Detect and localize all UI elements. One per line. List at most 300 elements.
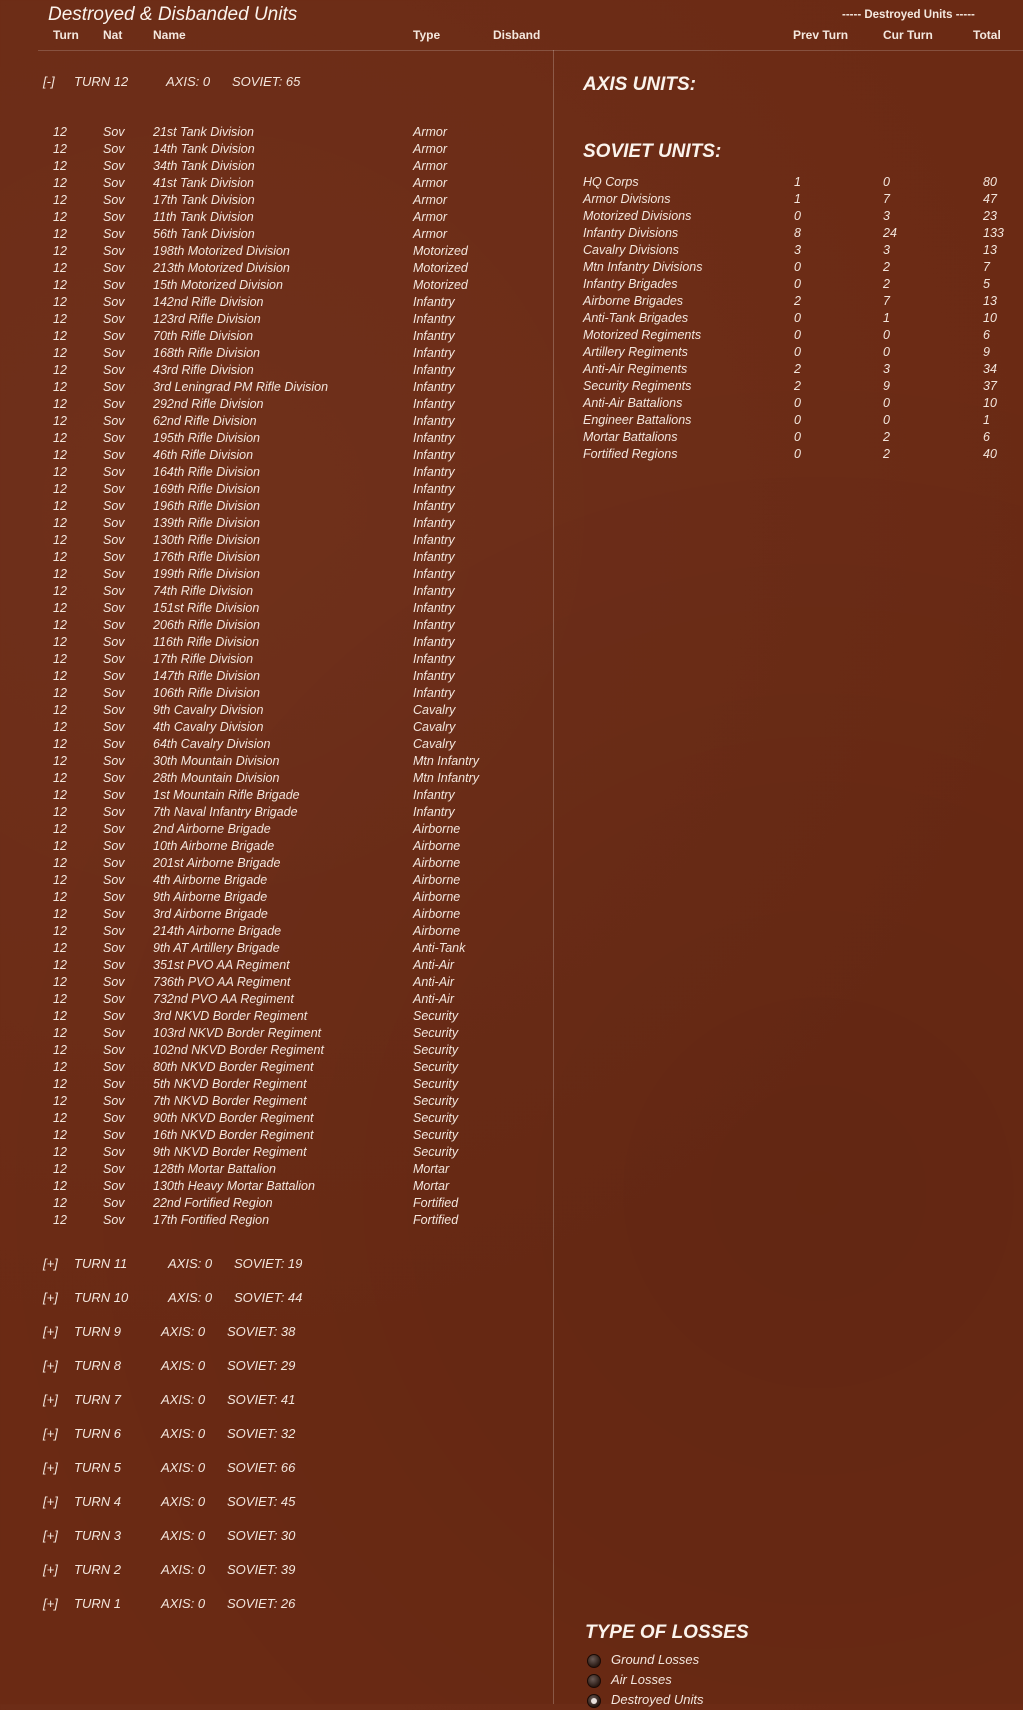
unit-row (53, 652, 533, 669)
turn-label: TURN 7 (74, 1392, 121, 1407)
unit-name: 151st Rifle Division (153, 601, 260, 615)
stat-category: Cavalry Divisions (583, 243, 679, 257)
stat-total: 40 (983, 447, 997, 461)
unit-type: Infantry (413, 431, 455, 445)
stat-row (583, 260, 1013, 277)
unit-row (53, 431, 533, 448)
unit-type: Security (413, 1128, 459, 1142)
unit-name: 2nd Airborne Brigade (153, 822, 271, 836)
unit-type: Infantry (413, 533, 455, 547)
unit-nat: Sov (103, 686, 125, 700)
unit-name: 130th Heavy Mortar Battalion (153, 1179, 315, 1193)
unit-row (53, 244, 533, 261)
stat-total: 34 (983, 362, 997, 376)
unit-type: Mtn Infantry (413, 754, 479, 768)
soviet-count: SOVIET: 44 (234, 1290, 303, 1305)
col-header-total: Total (973, 28, 1001, 42)
unit-turn: 12 (53, 329, 67, 343)
unit-type: Airborne (413, 873, 461, 887)
expand-toggle[interactable]: [+] (43, 1426, 58, 1441)
unit-row (53, 737, 533, 754)
unit-turn: 12 (53, 805, 67, 819)
soviet-count: SOVIET: 29 (227, 1358, 296, 1373)
unit-nat: Sov (103, 907, 125, 921)
unit-type: Airborne (413, 924, 461, 938)
unit-name: 214th Airborne Brigade (153, 924, 282, 938)
stat-total: 6 (983, 430, 990, 444)
unit-turn: 12 (53, 1162, 67, 1176)
unit-name: 56th Tank Division (153, 227, 255, 241)
axis-units-heading: AXIS UNITS: (583, 74, 696, 95)
stat-row (583, 345, 1013, 362)
stat-total: 37 (983, 379, 997, 393)
unit-type: Security (413, 1111, 459, 1125)
stat-total: 7 (983, 260, 990, 274)
unit-nat: Sov (103, 788, 125, 802)
unit-turn: 12 (53, 142, 67, 156)
unit-name: 30th Mountain Division (153, 754, 280, 768)
unit-name: 142nd Rifle Division (153, 295, 264, 309)
unit-turn: 12 (53, 941, 67, 955)
stat-prev-turn: 1 (794, 192, 801, 206)
unit-turn: 12 (53, 652, 67, 666)
stat-cur-turn: 2 (883, 277, 890, 291)
unit-row (53, 907, 533, 924)
expand-toggle[interactable]: [+] (43, 1324, 58, 1339)
stat-cur-turn: 0 (883, 396, 890, 410)
unit-nat: Sov (103, 1179, 125, 1193)
unit-row (53, 465, 533, 482)
unit-nat: Sov (103, 754, 125, 768)
axis-count: AXIS: 0 (161, 1528, 206, 1543)
col-header-turn: Turn (53, 28, 79, 42)
axis-count: AXIS: 0 (161, 1426, 206, 1441)
axis-count: AXIS: 0 (161, 1358, 206, 1373)
unit-turn: 12 (53, 771, 67, 785)
unit-nat: Sov (103, 431, 125, 445)
unit-row (53, 159, 533, 176)
unit-name: 64th Cavalry Division (153, 737, 271, 751)
destroyed-units-header: ----- Destroyed Units ----- (842, 9, 975, 21)
unit-nat: Sov (103, 975, 125, 989)
stat-category: Anti-Tank Brigades (583, 311, 689, 325)
unit-turn: 12 (53, 873, 67, 887)
unit-row (53, 992, 533, 1009)
unit-nat: Sov (103, 329, 125, 343)
unit-row (53, 142, 533, 159)
stat-prev-turn: 0 (794, 430, 801, 444)
soviet-count: SOVIET: 65 (232, 74, 301, 89)
stat-row (583, 294, 1013, 311)
unit-name: 201st Airborne Brigade (153, 856, 281, 870)
unit-name: 213th Motorized Division (153, 261, 290, 275)
unit-turn: 12 (53, 159, 67, 173)
unit-nat: Sov (103, 703, 125, 717)
unit-row (53, 210, 533, 227)
stat-prev-turn: 2 (794, 294, 801, 308)
unit-name: 17th Rifle Division (153, 652, 254, 666)
unit-type: Motorized (413, 244, 468, 258)
turn-label: TURN 4 (74, 1494, 121, 1509)
unit-row (53, 975, 533, 992)
unit-name: 28th Mountain Division (153, 771, 280, 785)
unit-type: Infantry (413, 448, 455, 462)
unit-nat: Sov (103, 1009, 125, 1023)
stat-prev-turn: 2 (794, 362, 801, 376)
unit-name: 292nd Rifle Division (153, 397, 264, 411)
unit-name: 9th Airborne Brigade (153, 890, 268, 904)
unit-row (53, 618, 533, 635)
unit-name: 21st Tank Division (153, 125, 254, 139)
unit-turn: 12 (53, 227, 67, 241)
stat-row (583, 311, 1013, 328)
stat-category: Infantry Brigades (583, 277, 678, 291)
losses-option-label[interactable]: Ground Losses (611, 1652, 700, 1667)
unit-turn: 12 (53, 1094, 67, 1108)
unit-turn: 12 (53, 499, 67, 513)
unit-nat: Sov (103, 1196, 125, 1210)
stat-category: Armor Divisions (583, 192, 671, 206)
collapse-toggle[interactable]: [-] (43, 74, 55, 89)
unit-nat: Sov (103, 839, 125, 853)
unit-type: Infantry (413, 499, 455, 513)
soviet-count: SOVIET: 19 (234, 1256, 303, 1271)
unit-nat: Sov (103, 1060, 125, 1074)
stat-cur-turn: 1 (883, 311, 890, 325)
unit-nat: Sov (103, 448, 125, 462)
stat-total: 80 (983, 175, 997, 189)
stat-row (583, 379, 1013, 396)
unit-nat: Sov (103, 856, 125, 870)
turn-label: TURN 1 (74, 1596, 121, 1611)
unit-turn: 12 (53, 448, 67, 462)
expand-toggle[interactable]: [+] (43, 1460, 58, 1475)
unit-nat: Sov (103, 805, 125, 819)
stat-total: 9 (983, 345, 990, 359)
unit-type: Armor (413, 227, 448, 241)
unit-nat: Sov (103, 550, 125, 564)
unit-row (53, 890, 533, 907)
soviet-count: SOVIET: 26 (227, 1596, 296, 1611)
unit-type: Infantry (413, 295, 455, 309)
unit-type: Infantry (413, 601, 455, 615)
turn-label: TURN 6 (74, 1426, 121, 1441)
stat-category: Artillery Regiments (583, 345, 688, 359)
unit-row (53, 873, 533, 890)
expand-toggle[interactable]: [+] (43, 1256, 58, 1271)
stat-row (583, 192, 1013, 209)
unit-name: 128th Mortar Battalion (153, 1162, 276, 1176)
stat-prev-turn: 0 (794, 311, 801, 325)
unit-name: 199th Rifle Division (153, 567, 260, 581)
stat-cur-turn: 3 (883, 362, 890, 376)
expand-toggle[interactable]: [+] (43, 1494, 58, 1509)
unit-type: Infantry (413, 312, 455, 326)
axis-count: AXIS: 0 (161, 1562, 206, 1577)
unit-nat: Sov (103, 1111, 125, 1125)
unit-type: Airborne (413, 856, 461, 870)
radio-button-icon[interactable] (587, 1654, 601, 1668)
soviet-count: SOVIET: 39 (227, 1562, 296, 1577)
unit-row (53, 1043, 533, 1060)
stat-prev-turn: 0 (794, 345, 801, 359)
unit-row (53, 193, 533, 210)
stat-category: Motorized Divisions (583, 209, 692, 223)
unit-row (53, 686, 533, 703)
unit-type: Infantry (413, 669, 455, 683)
unit-turn: 12 (53, 1196, 67, 1210)
unit-nat: Sov (103, 924, 125, 938)
stat-cur-turn: 9 (883, 379, 890, 393)
stat-prev-turn: 1 (794, 175, 801, 189)
unit-name: 22nd Fortified Region (153, 1196, 273, 1210)
unit-turn: 12 (53, 1111, 67, 1125)
unit-name: 17th Tank Division (153, 193, 255, 207)
axis-count: AXIS: 0 (166, 74, 211, 89)
unit-nat: Sov (103, 652, 125, 666)
unit-type: Armor (413, 193, 448, 207)
unit-type: Cavalry (413, 703, 456, 717)
unit-row (53, 363, 533, 380)
unit-name: 116th Rifle Division (153, 635, 260, 649)
radio-button-icon[interactable] (587, 1674, 601, 1688)
expand-toggle[interactable]: [+] (43, 1358, 58, 1373)
unit-turn: 12 (53, 1179, 67, 1193)
unit-name: 3rd NKVD Border Regiment (153, 1009, 308, 1023)
turn-label: TURN 10 (74, 1290, 129, 1305)
unit-turn: 12 (53, 1128, 67, 1142)
unit-name: 176th Rifle Division (153, 550, 260, 564)
stat-total: 5 (983, 277, 990, 291)
unit-type: Security (413, 1043, 459, 1057)
unit-turn: 12 (53, 516, 67, 530)
stat-cur-turn: 3 (883, 243, 890, 257)
col-header-disband: Disband (493, 28, 541, 42)
unit-row (53, 941, 533, 958)
unit-nat: Sov (103, 482, 125, 496)
unit-name: 14th Tank Division (153, 142, 255, 156)
unit-nat: Sov (103, 941, 125, 955)
unit-name: 43rd Rifle Division (153, 363, 254, 377)
unit-nat: Sov (103, 618, 125, 632)
axis-count: AXIS: 0 (168, 1290, 213, 1305)
unit-turn: 12 (53, 465, 67, 479)
col-header-type: Type (413, 28, 441, 42)
stat-category: Motorized Regiments (583, 328, 702, 342)
expand-toggle[interactable]: [+] (43, 1562, 58, 1577)
unit-row (53, 312, 533, 329)
unit-type: Anti-Air (413, 975, 454, 989)
unit-turn: 12 (53, 1026, 67, 1040)
unit-name: 9th Cavalry Division (153, 703, 264, 717)
unit-nat: Sov (103, 397, 125, 411)
unit-nat: Sov (103, 363, 125, 377)
stat-category: Security Regiments (583, 379, 692, 393)
unit-row (53, 482, 533, 499)
unit-nat: Sov (103, 261, 125, 275)
unit-turn: 12 (53, 788, 67, 802)
unit-type: Security (413, 1026, 459, 1040)
expand-toggle[interactable]: [+] (43, 1392, 58, 1407)
unit-row (53, 533, 533, 550)
radio-button-icon[interactable] (587, 1694, 601, 1708)
unit-turn: 12 (53, 975, 67, 989)
stat-prev-turn: 0 (794, 328, 801, 342)
unit-type: Security (413, 1145, 459, 1159)
unit-name: 3rd Leningrad PM Rifle Division (153, 380, 329, 394)
unit-type: Infantry (413, 567, 455, 581)
unit-type: Airborne (413, 839, 461, 853)
unit-type: Security (413, 1077, 459, 1091)
axis-count: AXIS: 0 (161, 1460, 206, 1475)
axis-count: AXIS: 0 (161, 1324, 206, 1339)
stat-cur-turn: 0 (883, 328, 890, 342)
stat-cur-turn: 0 (883, 175, 890, 189)
destroyed-unit-list (53, 125, 533, 1230)
stat-total: 13 (983, 243, 997, 257)
unit-turn: 12 (53, 958, 67, 972)
unit-name: 7th NKVD Border Regiment (153, 1094, 307, 1108)
unit-turn: 12 (53, 890, 67, 904)
unit-type: Anti-Air (413, 992, 454, 1006)
unit-type: Armor (413, 125, 448, 139)
unit-row (53, 125, 533, 142)
soviet-count: SOVIET: 45 (227, 1494, 296, 1509)
unit-type: Infantry (413, 363, 455, 377)
unit-row (53, 958, 533, 975)
unit-nat: Sov (103, 516, 125, 530)
unit-nat: Sov (103, 669, 125, 683)
unit-type: Motorized (413, 261, 468, 275)
unit-type: Security (413, 1009, 459, 1023)
unit-name: 62nd Rifle Division (153, 414, 257, 428)
unit-nat: Sov (103, 635, 125, 649)
unit-name: 351st PVO AA Regiment (153, 958, 290, 972)
stat-cur-turn: 2 (883, 447, 890, 461)
unit-type: Airborne (413, 822, 461, 836)
unit-nat: Sov (103, 1128, 125, 1142)
stat-cur-turn: 7 (883, 294, 890, 308)
soviet-count: SOVIET: 41 (227, 1392, 296, 1407)
unit-type: Mtn Infantry (413, 771, 479, 785)
stat-row (583, 328, 1013, 345)
expand-toggle[interactable]: [+] (43, 1528, 58, 1543)
unit-name: 164th Rifle Division (153, 465, 260, 479)
unit-name: 4th Cavalry Division (153, 720, 264, 734)
unit-turn: 12 (53, 686, 67, 700)
stat-category: Anti-Air Battalions (583, 396, 683, 410)
unit-nat: Sov (103, 465, 125, 479)
stat-category: Infantry Divisions (583, 226, 679, 240)
stat-prev-turn: 3 (794, 243, 801, 257)
stat-row (583, 413, 1013, 430)
stat-row (583, 226, 1013, 243)
unit-nat: Sov (103, 771, 125, 785)
stat-cur-turn: 0 (883, 413, 890, 427)
unit-type: Airborne (413, 890, 461, 904)
unit-nat: Sov (103, 125, 125, 139)
unit-turn: 12 (53, 431, 67, 445)
unit-type: Infantry (413, 397, 455, 411)
stat-total: 10 (983, 396, 997, 410)
unit-turn: 12 (53, 176, 67, 190)
stat-total: 13 (983, 294, 997, 308)
stat-cur-turn: 0 (883, 345, 890, 359)
unit-type: Infantry (413, 482, 455, 496)
soviet-count: SOVIET: 66 (227, 1460, 296, 1475)
unit-type: Armor (413, 159, 448, 173)
col-header-name: Name (153, 28, 186, 42)
losses-option-label[interactable]: Air Losses (611, 1672, 672, 1687)
stat-row (583, 175, 1013, 192)
unit-name: 196th Rifle Division (153, 499, 260, 513)
unit-name: 17th Fortified Region (153, 1213, 270, 1227)
unit-row (53, 754, 533, 771)
unit-type: Infantry (413, 465, 455, 479)
stat-category: HQ Corps (583, 175, 639, 189)
unit-row (53, 1145, 533, 1162)
unit-name: 206th Rifle Division (153, 618, 260, 632)
unit-type: Infantry (413, 618, 455, 632)
unit-name: 102nd NKVD Border Regiment (153, 1043, 324, 1057)
unit-turn: 12 (53, 1145, 67, 1159)
unit-row (53, 1128, 533, 1145)
unit-turn: 12 (53, 125, 67, 139)
col-header-cur-turn: Cur Turn (883, 28, 933, 42)
unit-turn: 12 (53, 414, 67, 428)
unit-turn: 12 (53, 397, 67, 411)
unit-type: Fortified (413, 1213, 459, 1227)
stat-category: Fortified Regions (583, 447, 678, 461)
unit-name: 74th Rifle Division (153, 584, 254, 598)
unit-nat: Sov (103, 584, 125, 598)
unit-row (53, 924, 533, 941)
unit-name: 1st Mountain Rifle Brigade (153, 788, 300, 802)
stat-prev-turn: 0 (794, 209, 801, 223)
unit-row (53, 1179, 533, 1196)
unit-row (53, 380, 533, 397)
expand-toggle[interactable]: [+] (43, 1290, 58, 1305)
unit-turn: 12 (53, 1077, 67, 1091)
unit-nat: Sov (103, 499, 125, 513)
unit-name: 80th NKVD Border Regiment (153, 1060, 314, 1074)
unit-turn: 12 (53, 856, 67, 870)
stat-cur-turn: 2 (883, 260, 890, 274)
unit-name: 70th Rifle Division (153, 329, 254, 343)
unit-name: 15th Motorized Division (153, 278, 283, 292)
type-of-losses-heading: TYPE OF LOSSES (585, 1622, 749, 1643)
unit-nat: Sov (103, 346, 125, 360)
unit-nat: Sov (103, 176, 125, 190)
stat-prev-turn: 0 (794, 447, 801, 461)
unit-nat: Sov (103, 193, 125, 207)
unit-type: Infantry (413, 414, 455, 428)
unit-turn: 12 (53, 1009, 67, 1023)
stat-row (583, 396, 1013, 413)
unit-nat: Sov (103, 380, 125, 394)
unit-name: 16th NKVD Border Regiment (153, 1128, 314, 1142)
unit-nat: Sov (103, 244, 125, 258)
losses-option-label[interactable]: Destroyed Units (611, 1692, 704, 1707)
turn-label: TURN 8 (74, 1358, 121, 1373)
unit-type: Security (413, 1060, 459, 1074)
unit-type: Motorized (413, 278, 468, 292)
stat-total: 10 (983, 311, 997, 325)
unit-turn: 12 (53, 550, 67, 564)
unit-row (53, 567, 533, 584)
unit-row (53, 1213, 533, 1230)
expand-toggle[interactable]: [+] (43, 1596, 58, 1611)
